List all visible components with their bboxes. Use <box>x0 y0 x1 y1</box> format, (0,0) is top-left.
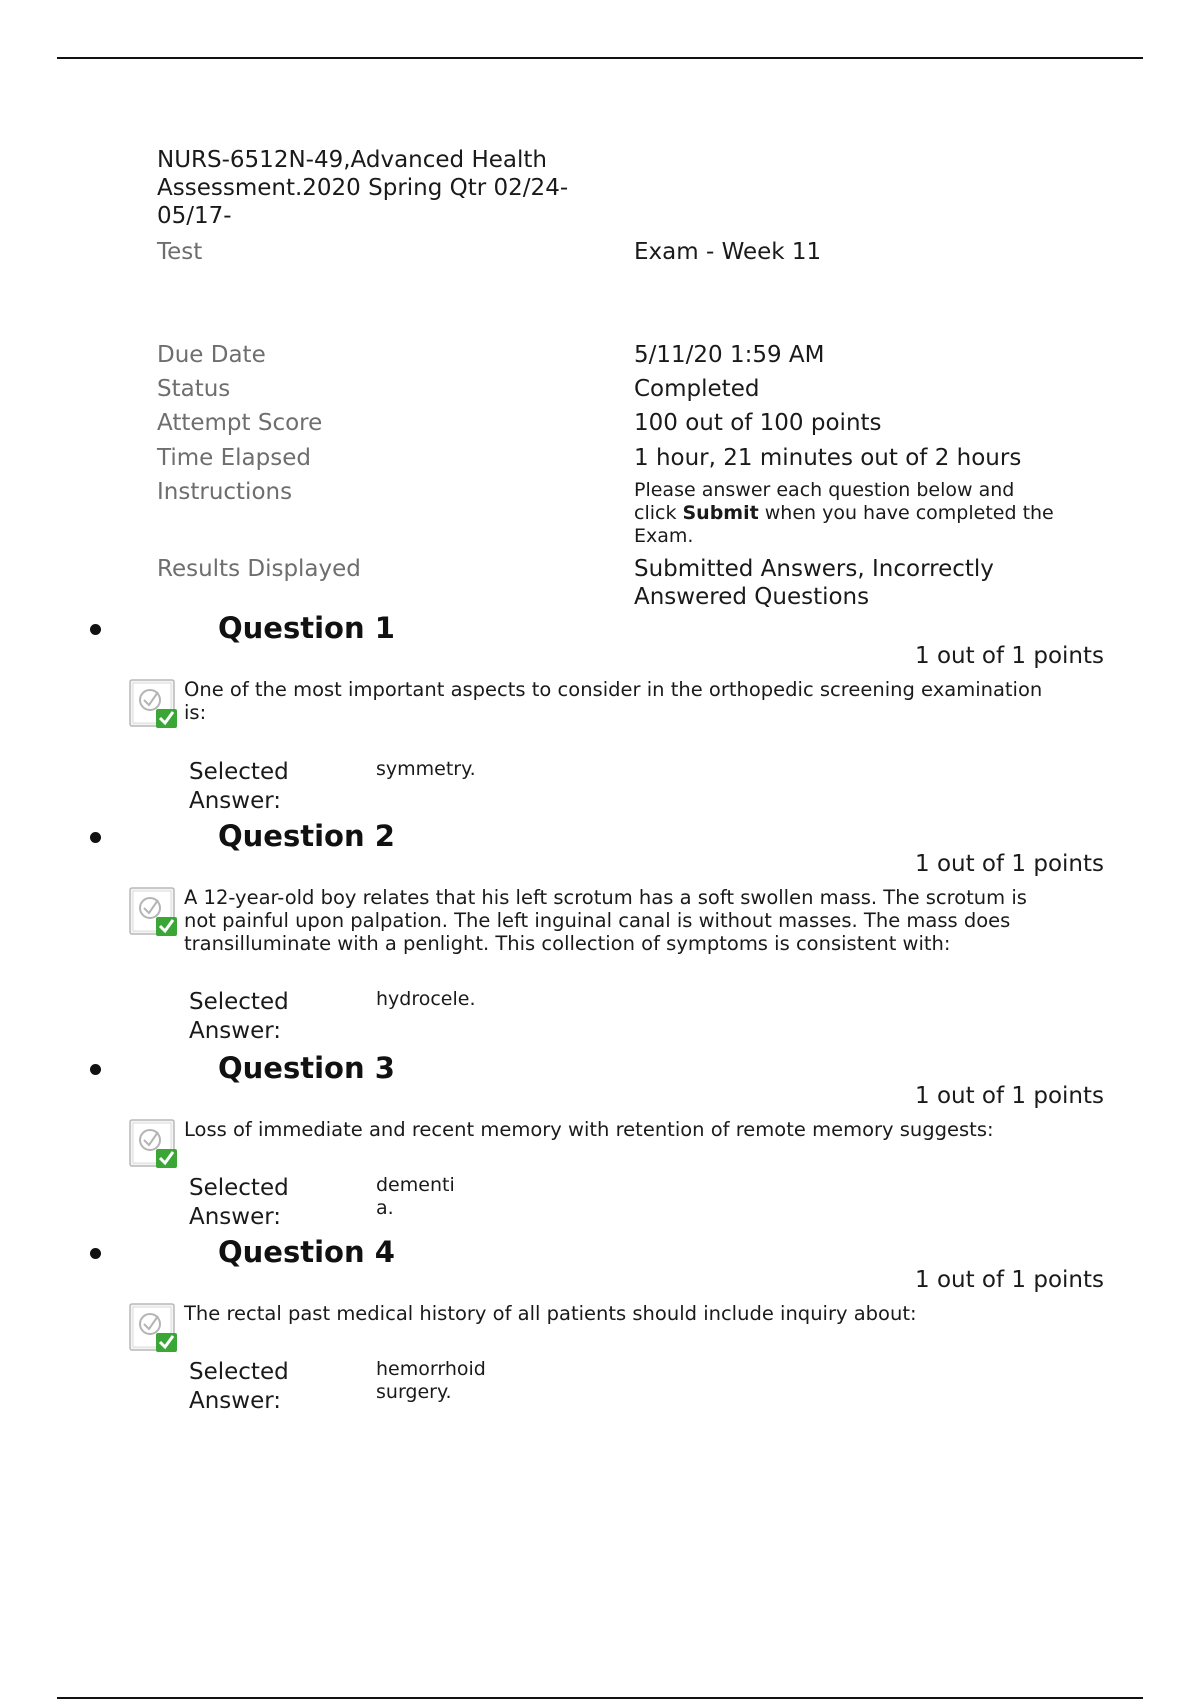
question-points: 1 out of 1 points <box>915 1267 1104 1293</box>
bullet-icon <box>90 1064 101 1075</box>
due-date-value: 5/11/20 1:59 AM <box>634 342 825 368</box>
top-divider <box>57 57 1143 59</box>
correct-check-icon <box>128 1302 180 1354</box>
test-label: Test <box>157 239 203 265</box>
question-text: A 12-year-old boy relates that his left scrotum has a soft swollen mass. The scrotum is not painful upon palpation. The left inguinal canal is without masses. The mass does transilluminate with a penlight. This collection of symptoms is consistent with: <box>184 886 1027 955</box>
time-elapsed-value: 1 hour, 21 minutes out of 2 hours <box>634 445 1022 471</box>
question-title: Question 3 <box>218 1051 395 1085</box>
results-displayed-value: Submitted Answers, Incorrectly Answered Questions <box>634 556 994 610</box>
bullet-icon <box>90 1248 101 1259</box>
bottom-divider <box>57 1697 1143 1699</box>
bullet-icon <box>90 832 101 843</box>
question-points: 1 out of 1 points <box>915 1083 1104 1109</box>
instructions-label: Instructions <box>157 479 293 505</box>
question-points: 1 out of 1 points <box>915 851 1104 877</box>
due-date-label: Due Date <box>157 342 266 368</box>
question-text: Loss of immediate and recent memory with retention of remote memory suggests: <box>184 1118 994 1141</box>
course-title: NURS-6512N-49,Advanced Health Assessment.2020 Spring Qtr 02/24- 05/17- <box>157 147 569 229</box>
test-value: Exam - Week 11 <box>634 239 822 265</box>
question-title: Question 4 <box>218 1235 395 1269</box>
attempt-score-value: 100 out of 100 points <box>634 410 882 436</box>
selected-answer-label: Selected Answer: <box>189 1175 289 1230</box>
time-elapsed-label: Time Elapsed <box>157 445 311 471</box>
question-title: Question 2 <box>218 819 395 853</box>
selected-answer-value: dementia. <box>376 1174 455 1219</box>
results-displayed-label: Results Displayed <box>157 556 361 582</box>
status-label: Status <box>157 376 231 402</box>
selected-answer-value: hydrocele. <box>376 988 476 1010</box>
attempt-score-label: Attempt Score <box>157 410 323 436</box>
instructions-value: Please answer each question below and click Submit when you have completed the Exam. <box>634 479 1054 547</box>
correct-check-icon <box>128 678 180 730</box>
selected-answer-label: Selected Answer: <box>189 759 289 814</box>
status-value: Completed <box>634 376 760 402</box>
submit-emphasis: Submit <box>682 502 759 524</box>
question-title: Question 1 <box>218 611 395 645</box>
selected-answer-value: hemorrhoid surgery. <box>376 1358 486 1403</box>
selected-answer-value: symmetry. <box>376 758 476 780</box>
question-text: The rectal past medical history of all patients should include inquiry about: <box>184 1302 917 1325</box>
selected-answer-label: Selected Answer: <box>189 989 289 1044</box>
question-points: 1 out of 1 points <box>915 643 1104 669</box>
correct-check-icon <box>128 1118 180 1170</box>
correct-check-icon <box>128 886 180 938</box>
question-text: One of the most important aspects to consider in the orthopedic screening examination is: <box>184 678 1043 724</box>
bullet-icon <box>90 624 101 635</box>
selected-answer-label: Selected Answer: <box>189 1359 289 1414</box>
